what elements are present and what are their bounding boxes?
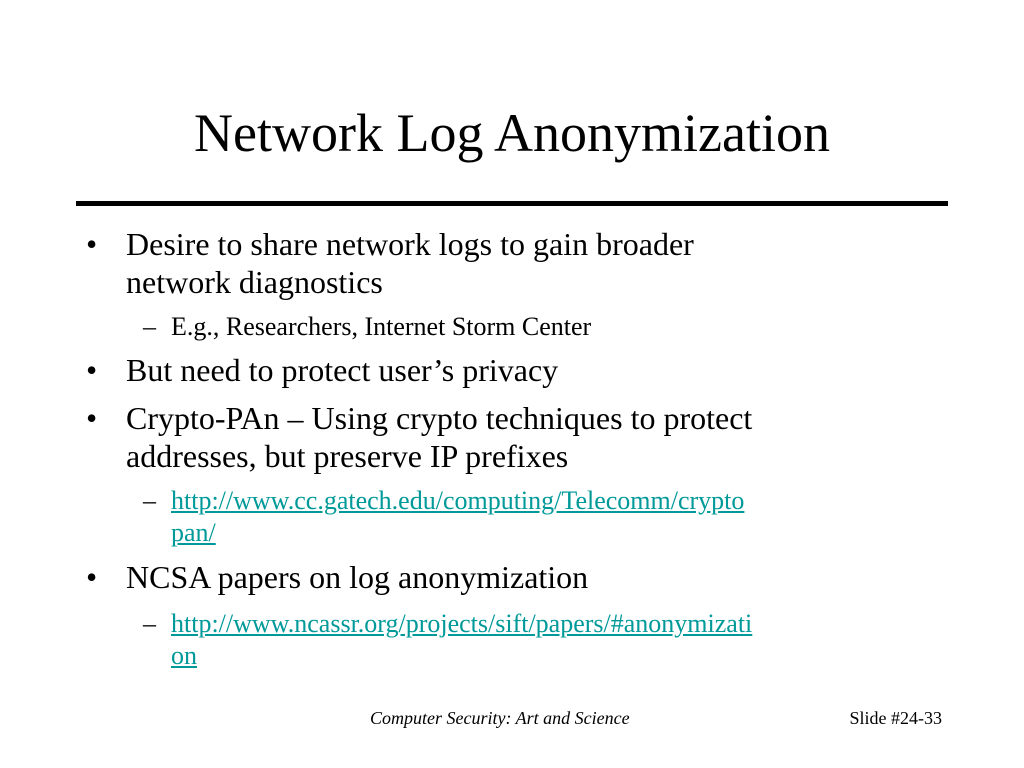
ncassr-papers-link[interactable]: on <box>171 641 197 670</box>
bullet-text-line: NCSA papers on log anonymization <box>126 559 589 595</box>
bullet-text-line: network diagnostics <box>126 264 383 300</box>
bullet-text-line: Desire to share network logs to gain broader <box>126 226 694 262</box>
sub-bullet-marker: – <box>143 609 156 638</box>
sub-bullet-marker: – <box>143 486 156 515</box>
bullet-marker: • <box>86 400 98 436</box>
bullet-marker: • <box>86 559 98 595</box>
bullet-text-line: Crypto-PAn – Using crypto techniques to protect <box>126 400 753 436</box>
gatech-crypto-pan-link[interactable]: http://www.cc.gatech.edu/computing/Telecomm/crypto <box>171 486 745 515</box>
gatech-crypto-pan-link[interactable]: pan/ <box>171 518 216 547</box>
footer-slide-number: Slide #24-33 <box>849 708 942 728</box>
bullet-marker: • <box>86 352 98 388</box>
bullet-marker: • <box>86 226 98 262</box>
footer-course-title: Computer Security: Art and Science <box>370 708 630 728</box>
slide-title: Network Log Anonymization <box>194 103 830 163</box>
sub-bullet-text-line: E.g., Researchers, Internet Storm Center <box>171 312 592 341</box>
bullet-text-line: But need to protect user’s privacy <box>126 352 559 388</box>
ncassr-papers-link[interactable]: http://www.ncassr.org/projects/sift/papers/#anonymizati <box>171 609 753 638</box>
bullet-text-line: addresses, but preserve IP prefixes <box>126 438 569 474</box>
sub-bullet-marker: – <box>143 312 156 341</box>
